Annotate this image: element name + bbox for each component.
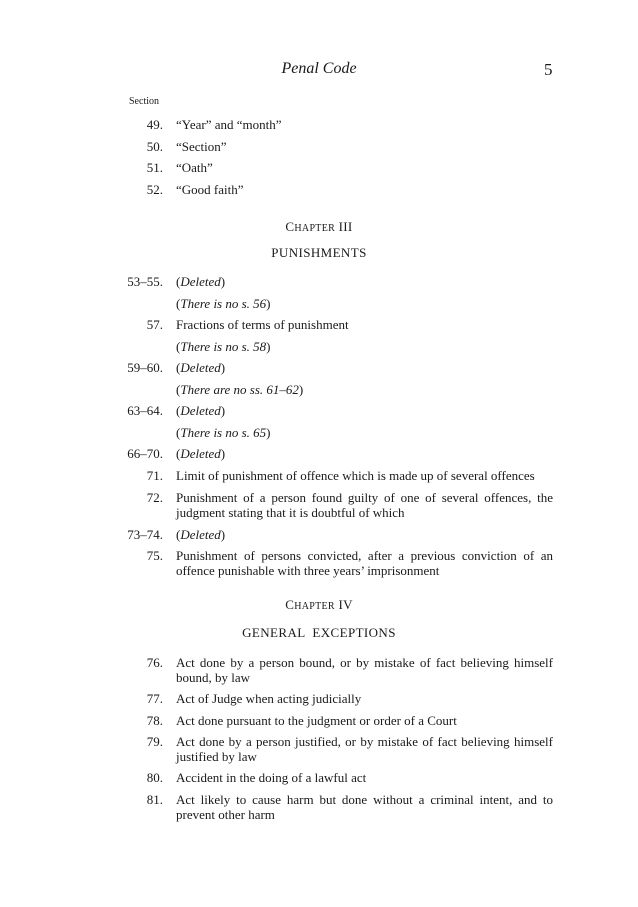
section-number: 71.: [146, 468, 163, 483]
section-number: 77.: [146, 691, 163, 706]
section-title: (Deleted): [176, 360, 226, 375]
chapter-word-rest: HAPTER: [294, 601, 335, 612]
section-title: Punishment of persons convicted, after a previous conviction of an offence punishable with three years’ imprisonment: [176, 548, 553, 578]
chapter-3-heading: PUNISHMENTS: [271, 245, 367, 260]
chapter-first-letter: C: [285, 219, 295, 234]
section-number: 53–55.: [127, 274, 163, 289]
section-title: (Deleted): [176, 403, 226, 418]
section-number: 76.: [146, 655, 163, 670]
section-column-label: Section: [129, 96, 159, 107]
section-number: 66–70.: [127, 446, 163, 461]
section-title: Accident in the doing of a lawful act: [176, 770, 367, 785]
section-number: 51.: [146, 160, 163, 175]
chapter-4-heading: GENERAL EXCEPTIONS: [242, 625, 396, 640]
chapter-word-rest: HAPTER: [294, 223, 336, 234]
section-title: “Year” and “month”: [176, 117, 282, 132]
section-number: 63–64.: [127, 403, 163, 418]
section-note: (There is no s. 58): [176, 339, 271, 354]
chapter-numeral: IV: [338, 597, 353, 612]
section-title: (Deleted): [176, 527, 226, 542]
chapter-first-letter: C: [285, 597, 295, 612]
section-title: “Oath”: [176, 160, 213, 175]
section-number: 57.: [146, 317, 163, 332]
section-title: (Deleted): [176, 274, 226, 289]
section-number: 59–60.: [127, 360, 163, 375]
section-title: Act done by a person bound, or by mistake of fact believing himself bound, by law: [176, 655, 553, 685]
page-title: Penal Code: [281, 60, 357, 77]
section-number: 73–74.: [127, 527, 163, 542]
section-number: 75.: [146, 548, 163, 563]
section-number: 72.: [146, 490, 163, 505]
section-title: “Section”: [176, 139, 227, 154]
section-number: 81.: [146, 792, 163, 807]
section-number: 79.: [146, 734, 163, 749]
section-number: 52.: [146, 182, 163, 197]
chapter-3-label: [0, 219, 638, 235]
chapter-numeral: III: [338, 219, 353, 234]
section-title: Punishment of a person found guilty of one of several offences, the judgment stating that it is doubtful of which: [176, 490, 553, 520]
section-number: 78.: [146, 713, 163, 728]
section-title: Act likely to cause harm but done without a criminal intent, and to prevent other harm: [176, 792, 553, 822]
page-number: 5: [544, 60, 553, 79]
section-note: (There are no ss. 61–62): [176, 382, 304, 397]
section-title: (Deleted): [176, 446, 226, 461]
section-title: Limit of punishment of offence which is made up of several offences: [176, 468, 535, 483]
section-title: Act done pursuant to the judgment or order of a Court: [176, 713, 457, 728]
section-note: (There is no s. 65): [176, 425, 271, 440]
section-number: 49.: [146, 117, 163, 132]
section-title: Act done by a person justified, or by mistake of fact believing himself justified by law: [176, 734, 553, 764]
section-title: Fractions of terms of punishment: [176, 317, 349, 332]
section-title: Act of Judge when acting judicially: [176, 691, 362, 706]
chapter-4-label: [0, 597, 638, 613]
section-title: “Good faith”: [176, 182, 244, 197]
section-number: 80.: [146, 770, 163, 785]
section-note: (There is no s. 56): [176, 296, 271, 311]
section-number: 50.: [146, 139, 163, 154]
